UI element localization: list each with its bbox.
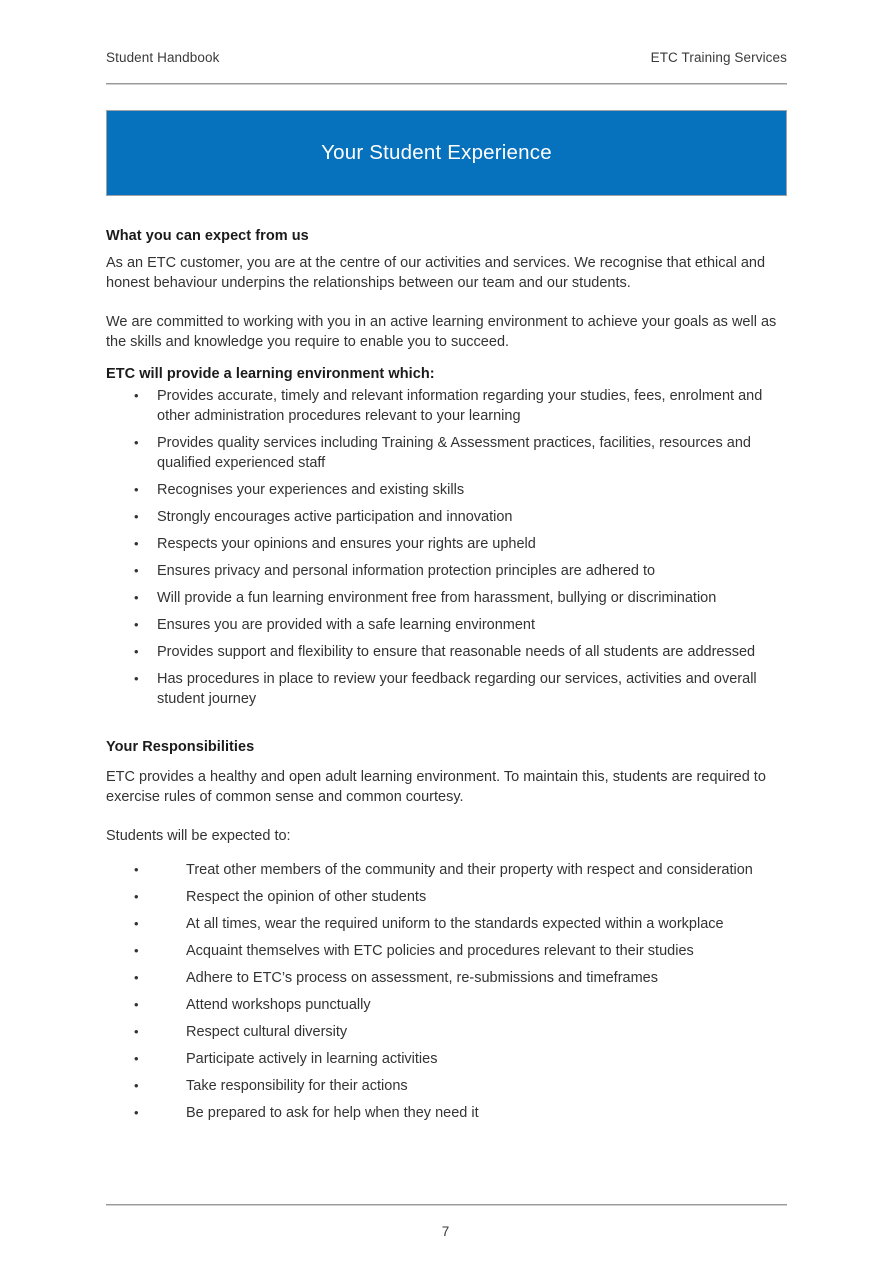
list-item: • Has procedures in place to review your feedback regarding our services, activities and overall student journey [106,669,787,709]
paragraph-responsibilities-lead-in: Students will be expected to: [106,828,291,844]
spacer [106,709,787,739]
list-item: • Provides accurate, timely and relevant information regarding your studies, fees, enrolment and other administration procedures relevant to your learning [106,386,787,426]
paragraph-responsibilities-1: ETC provides a healthy and open adult learning environment. To maintain this, students are required to exercise rules of common sense and common courtesy. [106,769,766,805]
list-item: • Respects your opinions and ensures your rights are upheld [106,534,787,554]
paragraph-expect-2: We are committed to working with you in an active learning environment to achieve your goals as well as the skills and knowledge you require to enable you to succeed. [106,314,777,350]
list-item: • Attend workshops punctually [106,995,787,1015]
list-item: • Participate actively in learning activities [106,1049,787,1069]
list-item: • Strongly encourages active participation and innovation [106,507,787,527]
page-header [106,50,787,65]
list-item: • Be prepared to ask for help when they need it [106,1103,787,1123]
list-item: • Adhere to ETC’s process on assessment, re-submissions and timeframes [106,968,787,988]
list-item: • Provides support and flexibility to ensure that reasonable needs of all students are addressed [106,642,787,662]
list-item: • Respect cultural diversity [106,1022,787,1042]
header-right-text: ETC Training Services [650,50,787,65]
list-student-responsibilities [106,860,787,1123]
list-item: • Will provide a fun learning environment free from harassment, bullying or discrimination [106,588,787,608]
banner-title-text: Your Student Experience [321,141,552,164]
header-left-text: Student Handbook [106,50,220,65]
heading-learning-environment: ETC will provide a learning environment which: [106,366,435,382]
heading-what-you-can-expect: What you can expect from us [106,228,309,244]
document-content [106,228,787,1123]
list-item: • Acquaint themselves with ETC policies and procedures relevant to their studies [106,941,787,961]
list-learning-environment [106,386,787,709]
section-title-banner [106,110,787,196]
list-item: • Recognises your experiences and existing skills [106,480,787,500]
page-number: 7 [441,1224,450,1239]
list-item: • Treat other members of the community and their property with respect and consideration [106,860,787,880]
list-item: • Respect the opinion of other students [106,887,787,907]
list-item: • Provides quality services including Training & Assessment practices, facilities, resources and qualified experienced staff [106,433,787,473]
heading-your-responsibilities: Your Responsibilities [106,739,255,755]
list-item: • At all times, wear the required uniform to the standards expected within a workplace [106,914,787,934]
list-item: • Take responsibility for their actions [106,1076,787,1096]
paragraph-expect-1: As an ETC customer, you are at the centre of our activities and services. We recognise that ethical and honest behaviour underpins the relationships between our team and our students. [106,255,766,291]
header-divider [106,83,787,85]
list-item: • Ensures privacy and personal information protection principles are adhered to [106,561,787,581]
footer-divider [106,1204,787,1206]
list-item: • Ensures you are provided with a safe learning environment [106,615,787,635]
